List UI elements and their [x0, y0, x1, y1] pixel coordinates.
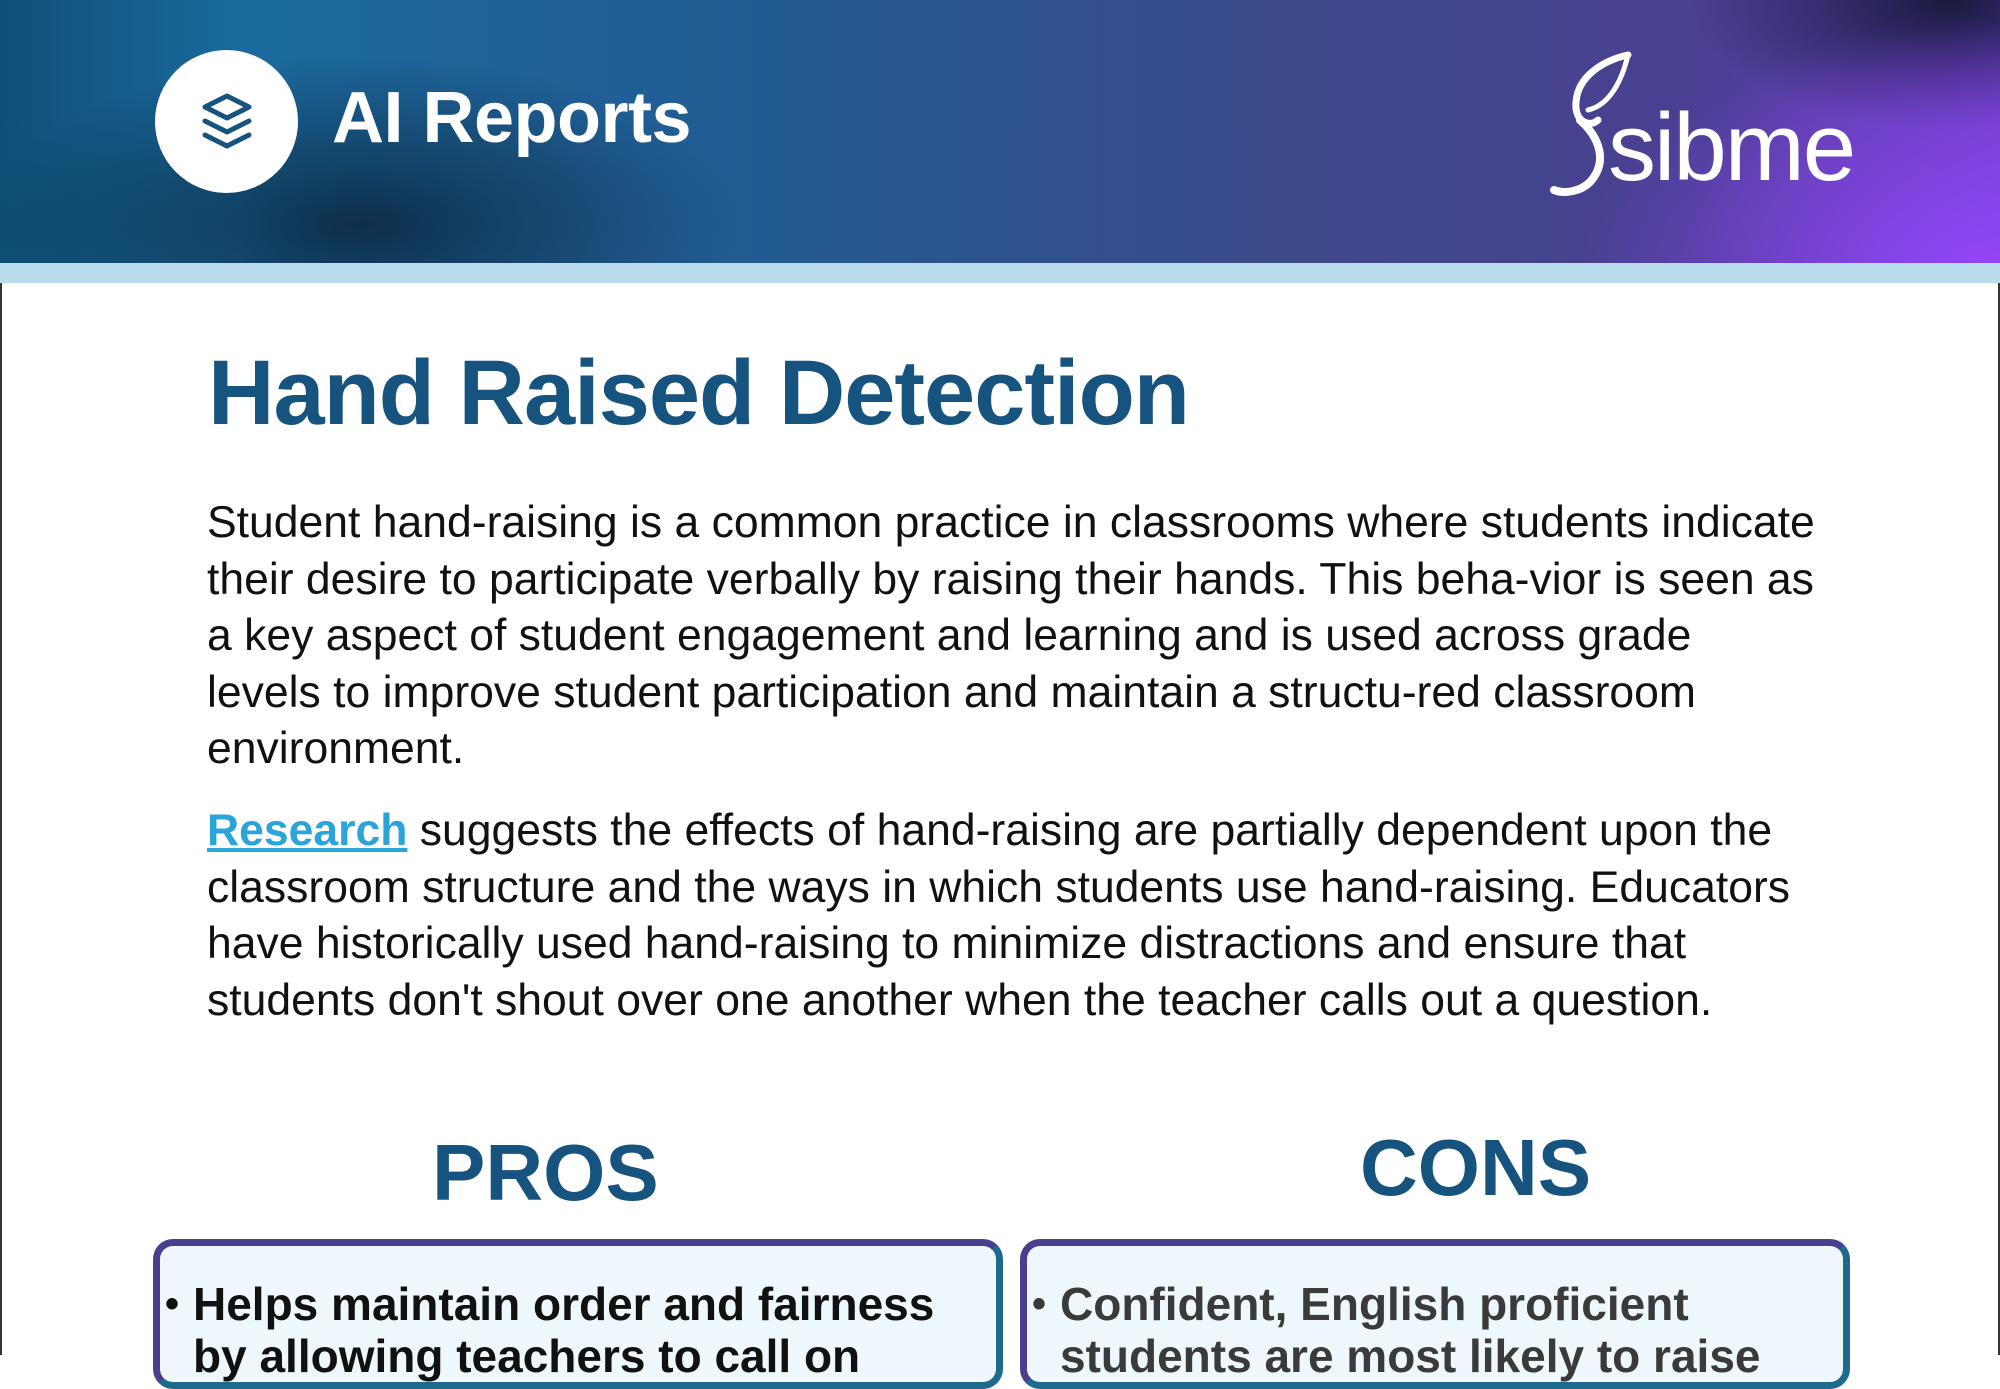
header-stripe: [0, 263, 2000, 283]
app-logo: [155, 50, 298, 193]
research-paragraph: [207, 803, 1817, 1029]
stack-layers-icon: [199, 92, 255, 152]
app-title: AI Reports: [332, 78, 692, 158]
pros-list-item: [165, 1278, 973, 1382]
research-link[interactable]: Research: [207, 806, 408, 855]
cons-list-item: [1032, 1278, 1820, 1382]
brand-logo: [1550, 50, 1855, 201]
report-header: [0, 0, 2000, 263]
brand-name: sibme: [1608, 94, 1855, 201]
pros-item-text: Helps maintain order and fairness by allowing teachers to call on: [193, 1278, 935, 1382]
cons-card: [1020, 1239, 1850, 1389]
pros-heading: PROS: [432, 1128, 659, 1217]
page-title: Hand Raised Detection: [208, 342, 1189, 444]
bullet-icon: •: [1032, 1282, 1047, 1326]
research-paragraph-text: suggests the effects of hand-raising are partially dependent upon the classroom structure and the ways in which students use hand-raising. Educators have historically used hand-raising to minimize distractions and ensure that students don't shout over one another when the teacher calls out a question.: [207, 806, 1791, 1025]
bullet-icon: •: [165, 1282, 180, 1326]
cons-item-text: Confident, English proficient students are most likely to raise: [1060, 1278, 1761, 1382]
cons-heading: CONS: [1360, 1123, 1592, 1212]
pros-card: [153, 1239, 1003, 1389]
intro-paragraph: Student hand-raising is a common practice in classrooms where students indicate their desire to participate verbally by raising their hands. This beha-vior is seen as a key aspect of student engagement and learning and is used across grade levels to improve student participation and maintain a structu-red classroom environment.: [207, 498, 1815, 773]
